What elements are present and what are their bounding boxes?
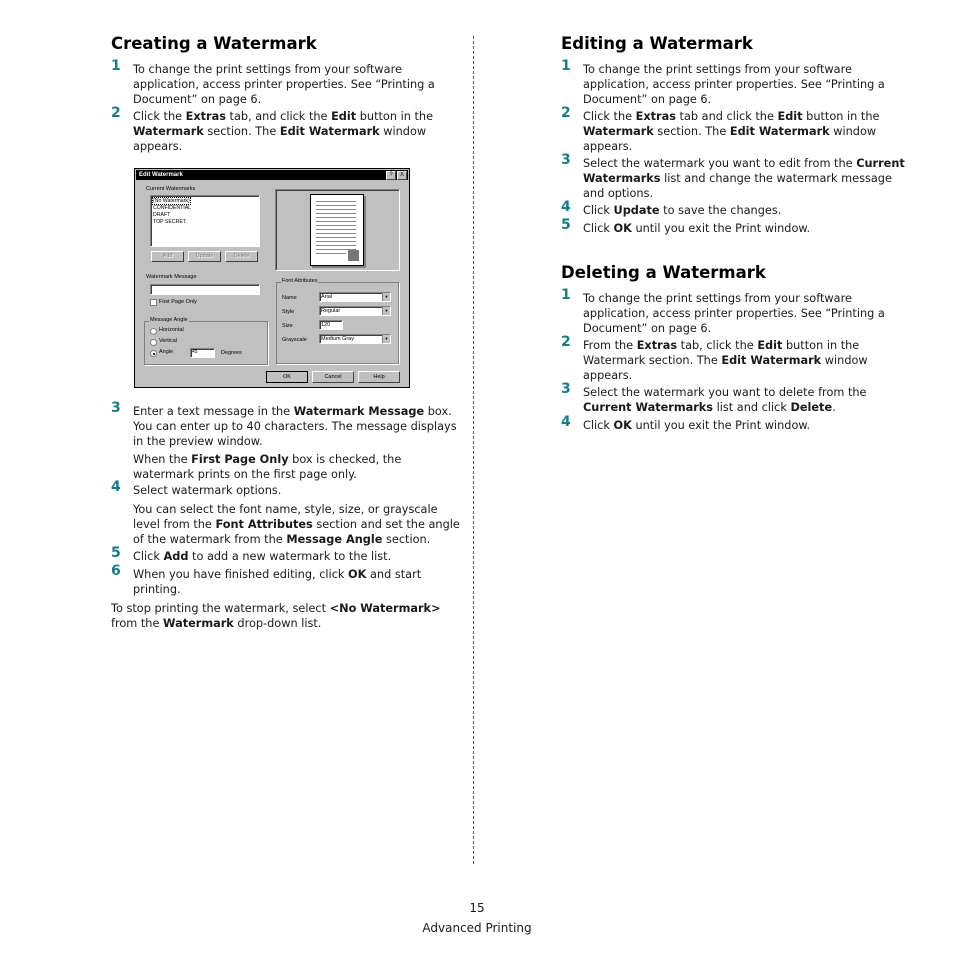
list-item[interactable]: CONFIDENTIAL — [153, 205, 192, 211]
angle-value: 45 — [192, 349, 198, 355]
grayscale-value: Medium Gray — [321, 336, 355, 342]
step-text: From the Extras tab, click the Edit button in the Watermark section. The Edit Watermark window appears. — [583, 339, 868, 382]
preview-text-line — [316, 229, 356, 230]
close-title-button[interactable]: X — [397, 171, 407, 180]
step-text: Enter a text message in the Watermark Message box. You can enter up to 40 characters. The message displays in the preview window. — [133, 405, 457, 448]
step-text: Select the watermark you want to edit from the Current Watermarks list and change the watermark message and options. — [583, 157, 905, 200]
dropdown-arrow-icon: ▼ — [382, 293, 390, 301]
step-number: 2 — [561, 105, 571, 121]
angle-label: Angle — [159, 349, 174, 355]
current-watermarks-label: Current Watermarks — [146, 186, 196, 192]
step-text: To change the print settings from your software application, access printer properties. See “Printing a Document” on page 6. — [133, 63, 435, 106]
message-angle-title: Message Angle — [150, 317, 188, 323]
closing-note: To stop printing the watermark, select <No Watermark> from the Watermark drop-down list. — [111, 602, 441, 630]
vertical-radio[interactable] — [150, 339, 157, 346]
step-number: 6 — [111, 563, 121, 579]
step-number: 1 — [561, 287, 571, 303]
dialog-title: Edit Watermark — [139, 172, 183, 178]
help-title-button[interactable]: ? — [386, 171, 396, 180]
preview-text-line — [316, 237, 356, 238]
preview-text-line — [316, 233, 356, 234]
preview-text-line — [316, 205, 356, 206]
page-number: 15 — [469, 901, 485, 915]
angle-spinner[interactable] — [190, 348, 215, 358]
dialog-title-bar — [136, 170, 408, 180]
step-text: Select watermark options. — [133, 484, 282, 497]
preview-text-line — [316, 225, 356, 226]
column-divider — [473, 36, 474, 864]
first-page-only-checkbox[interactable] — [150, 299, 157, 306]
heading-deleting-watermark: Deleting a Watermark — [561, 263, 766, 282]
watermark-message-input[interactable] — [150, 284, 260, 295]
preview-text-line — [316, 221, 356, 222]
first-page-only-label: First Page Only — [159, 299, 197, 305]
preview-text-line — [316, 213, 356, 214]
update-button[interactable]: Update — [188, 251, 221, 262]
step-number: 3 — [111, 400, 121, 416]
font-size-value: 120 — [321, 322, 331, 328]
dropdown-arrow-icon: ▼ — [382, 307, 390, 315]
list-item[interactable]: DRAFT — [153, 212, 171, 218]
message-angle-group — [144, 317, 268, 365]
step-text: Click the Extras tab, and click the Edit button in the Watermark section. The Edit Watermark window appears. — [133, 110, 434, 153]
horizontal-radio[interactable] — [150, 328, 157, 335]
preview-text-line — [316, 253, 346, 254]
font-size-spinner[interactable] — [319, 320, 343, 330]
heading-editing-watermark: Editing a Watermark — [561, 34, 753, 53]
step-text: Click Add to add a new watermark to the list. — [133, 550, 392, 563]
step-text: To change the print settings from your software application, access printer properties. See “Printing a Document” on page 6. — [583, 63, 885, 106]
angle-radio[interactable] — [150, 350, 157, 357]
preview-text-line — [316, 201, 356, 202]
font-style-value: Regular — [321, 308, 341, 314]
preview-text-line — [316, 241, 356, 242]
font-attributes-group — [276, 278, 399, 364]
step-number: 3 — [561, 152, 571, 168]
list-item[interactable]: TOP SECRET — [153, 219, 186, 225]
step-text: Select the watermark you want to delete from the Current Watermarks list and click Delete. — [583, 386, 867, 414]
step-text: Click the Extras tab and click the Edit button in the Watermark section. The Edit Watermark window appears. — [583, 110, 880, 153]
step-number: 5 — [561, 217, 571, 233]
step-text: Click OK until you exit the Print window. — [583, 419, 811, 432]
style-label: Style — [282, 309, 295, 315]
font-name-value: Arial — [321, 294, 333, 300]
list-item[interactable]: (No Watermark) — [153, 198, 190, 204]
degrees-label: Degrees — [221, 350, 242, 356]
dropdown-arrow-icon: ▼ — [382, 335, 390, 343]
add-button[interactable]: Add — [151, 251, 184, 262]
current-watermarks-list[interactable] — [150, 195, 260, 247]
footer-section-title: Advanced Printing — [422, 921, 532, 935]
cancel-button[interactable]: Cancel — [312, 371, 354, 383]
step-number: 4 — [561, 199, 571, 215]
font-style-dropdown[interactable] — [319, 306, 391, 316]
font-name-dropdown[interactable] — [319, 292, 391, 302]
step-number: 5 — [111, 545, 121, 561]
help-button[interactable]: Help — [358, 371, 400, 383]
step-number: 2 — [111, 105, 121, 121]
ok-button[interactable]: OK — [266, 371, 308, 383]
preview-text-line — [316, 217, 356, 218]
step-text: Click Update to save the changes. — [583, 204, 782, 217]
step-number: 4 — [111, 479, 121, 495]
size-label: Size — [282, 323, 293, 329]
step-text: To change the print settings from your software application, access printer properties. See “Printing a Document” on page 6. — [583, 292, 885, 335]
font-attributes-title: Font Attributes — [282, 278, 318, 284]
step-number: 2 — [561, 334, 571, 350]
step-text: When you have finished editing, click OK and start printing. — [133, 568, 422, 596]
step-number: 1 — [561, 58, 571, 74]
heading-creating-watermark: Creating a Watermark — [111, 34, 317, 53]
preview-watermark-mark — [348, 250, 359, 261]
step-text: Click OK until you exit the Print window. — [583, 222, 811, 235]
preview-text-line — [316, 245, 356, 246]
horizontal-label: Horizontal — [159, 327, 184, 333]
step-number: 3 — [561, 381, 571, 397]
step-number: 4 — [561, 414, 571, 430]
name-label: Name — [282, 295, 297, 301]
edit-watermark-dialog-screenshot — [134, 168, 410, 388]
preview-text-line — [316, 209, 356, 210]
note-first-page-only: When the First Page Only box is checked, the watermark prints on the first page only. — [133, 453, 402, 481]
grayscale-label: Grayscale — [282, 337, 307, 343]
note-watermark-options: You can select the font name, style, size, or grayscale level from the Font Attributes section and set the angle of the watermark from the Message Angle section. — [133, 503, 460, 546]
delete-button[interactable]: Delete — [225, 251, 258, 262]
vertical-label: Vertical — [159, 338, 178, 344]
watermark-message-label: Watermark Message — [146, 274, 197, 280]
grayscale-dropdown[interactable] — [319, 334, 391, 344]
step-number: 1 — [111, 58, 121, 74]
